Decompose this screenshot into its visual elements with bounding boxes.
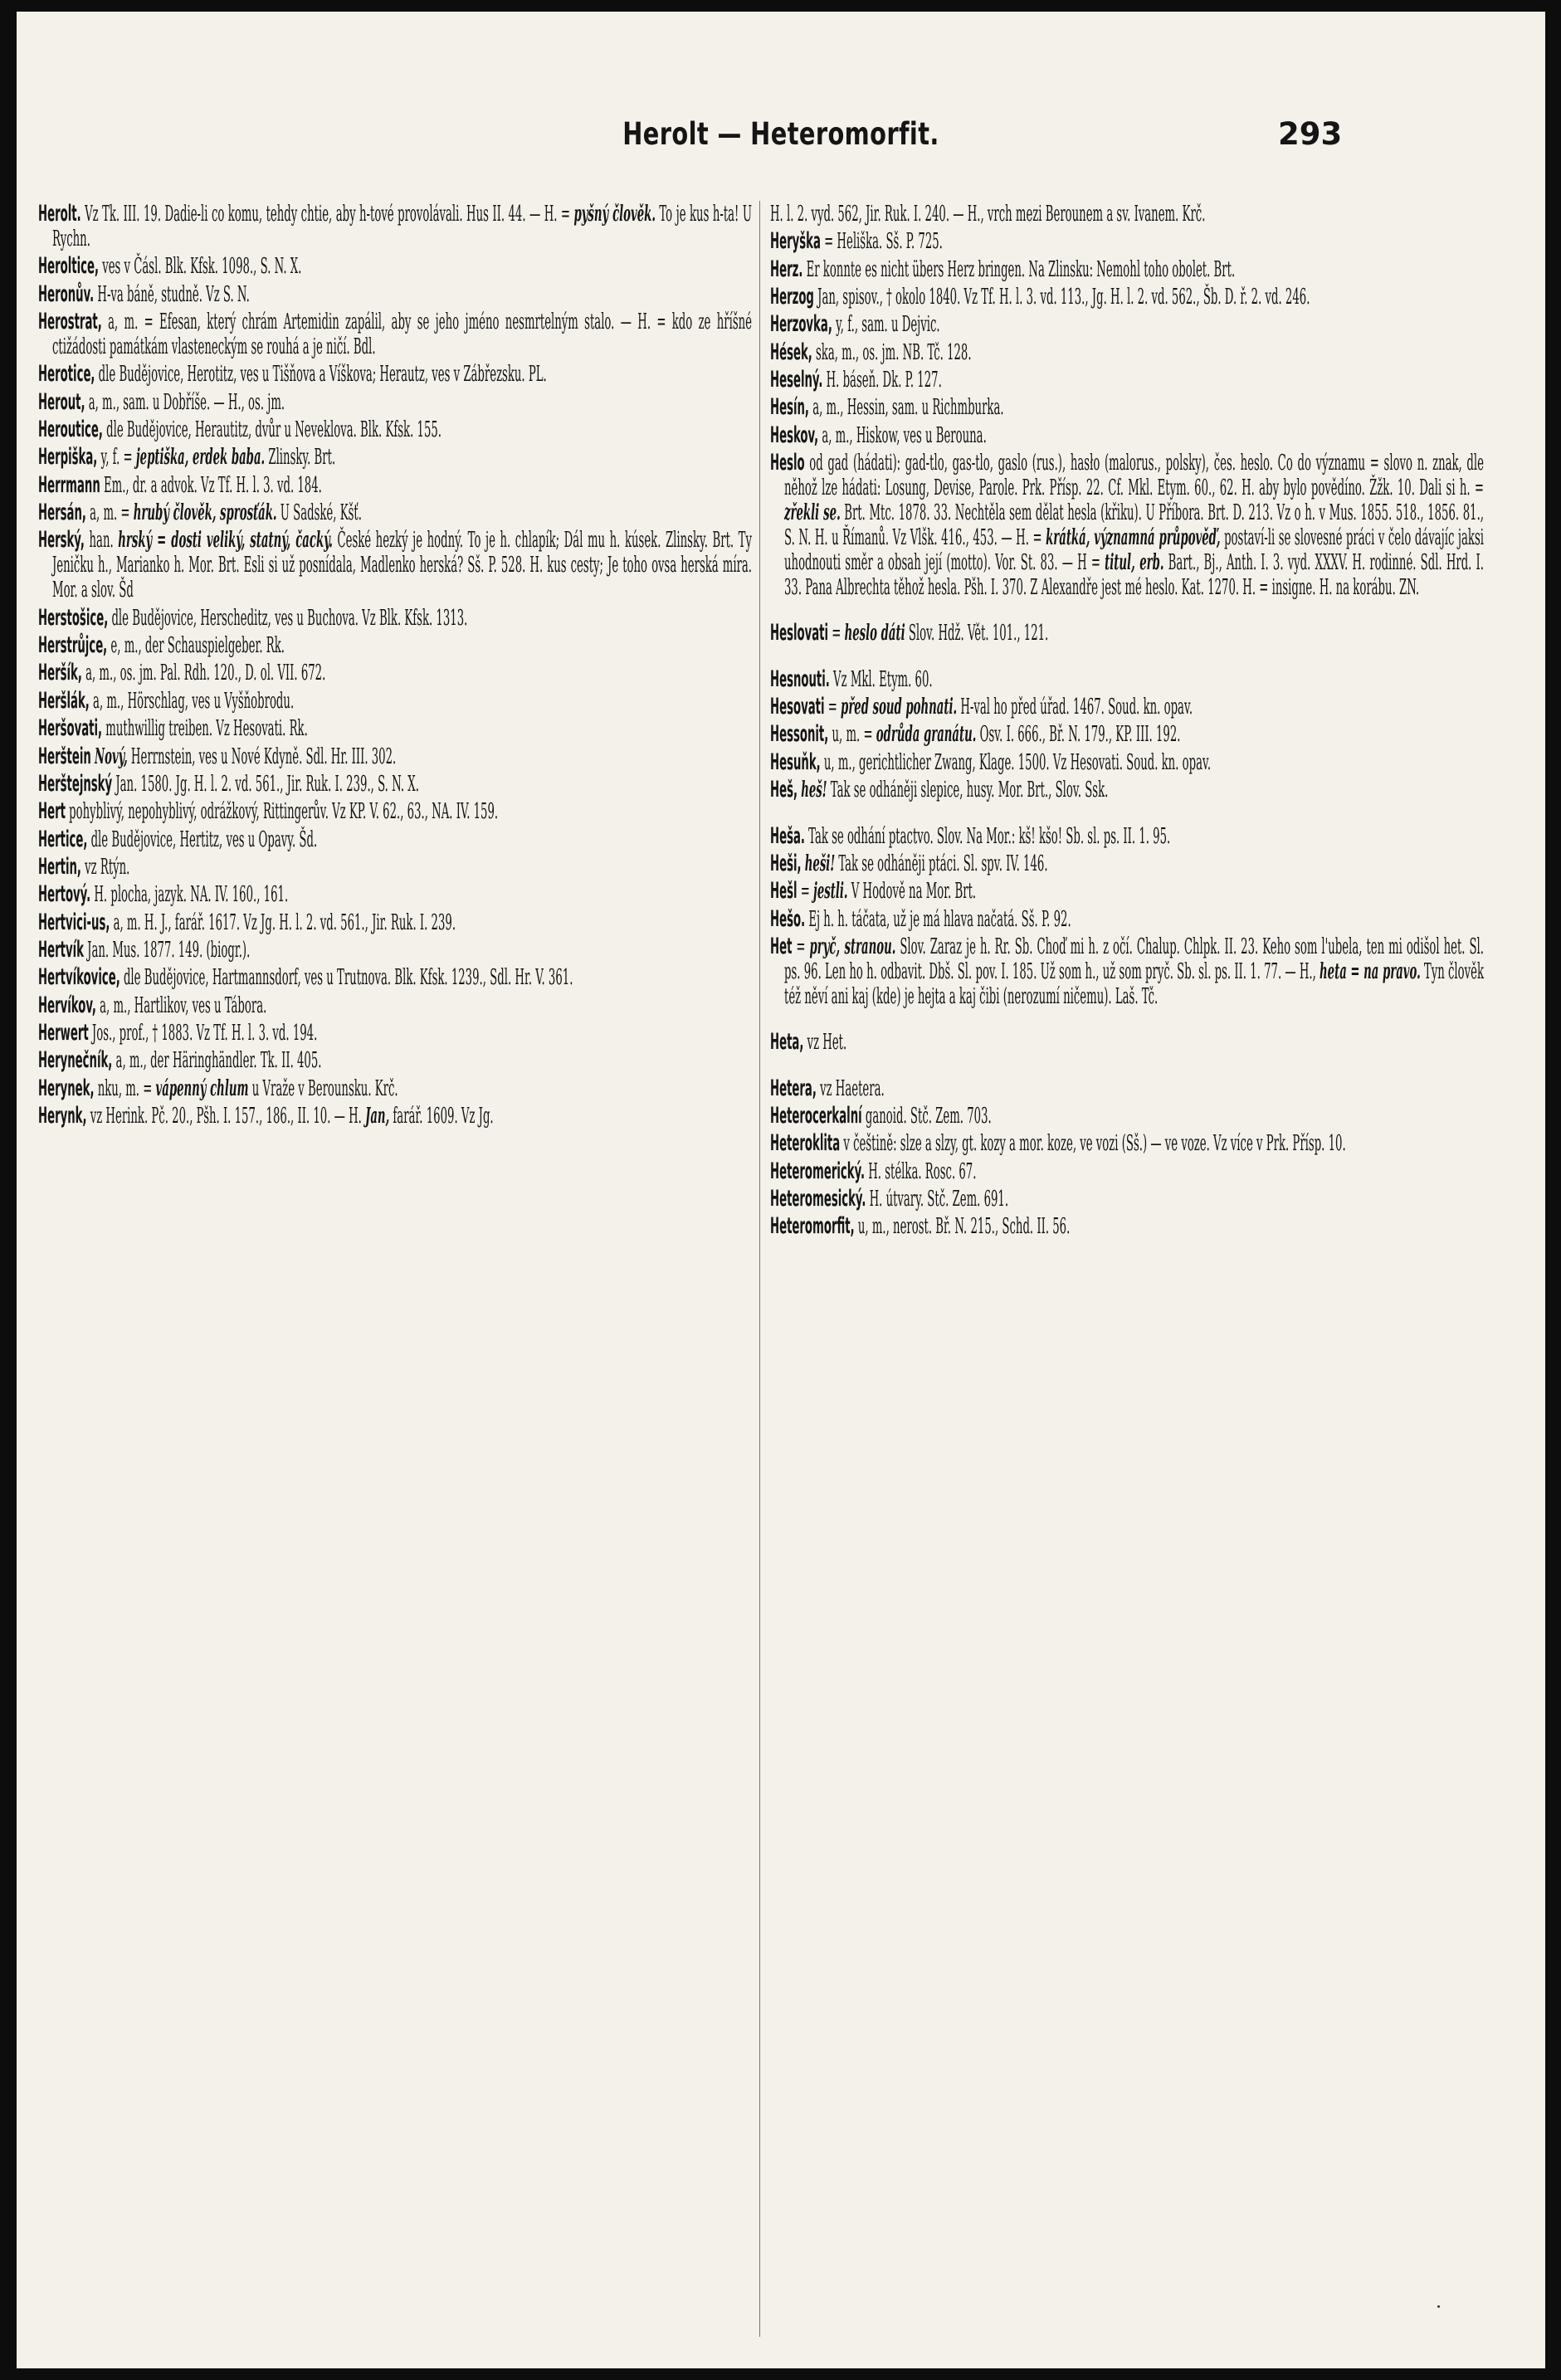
dictionary-entry [770,750,1484,775]
entry-text: ves v Čásl. Blk. Kfsk. 1098., S. N. X. [99,253,302,280]
entry-text: Bart., Bj., Anth. I. 3. vyd. XXXV. H. rodinné. Sdl. Hrd. I. 33. Pana Albrechta těhož hesla. Pšh. I. 370. Z Alexandře jest mé heslo. Kat. 1270. H. = insigne. H. na korábu. ZN. [784,549,1484,601]
entry-text: vz Haetera. [816,1075,885,1101]
entry-text: a, m., os. jm. Pal. Rdh. 120., D. ol. VII. 672. [81,660,326,686]
entry-text: Ej h. h. táčata, už je má hlava načatá. Sš. P. 92. [805,905,1071,932]
entry-text: han. [84,527,119,554]
entry-text: Zlinsky. Brt. [265,444,336,471]
entry-text: dle Budějovice, Hartmannsdorf, ves u Trutnova. Blk. Kfsk. 1239., Sdl. Hr. V. 361. [120,964,573,991]
entry-headword: Herrmann [38,471,100,498]
entry-text: H-val ho před úřad. 1467. Soud. kn. opav. [957,694,1193,720]
entry-text: postaví-li se slovesné práci v čelo dávajíc jaksi uhodnouti směr a obsah její (motto). Vor. St. 83. — H = [784,524,1485,576]
entry-italic: pyšný člověk. [573,201,656,227]
entry-text: = [824,694,841,720]
entry-text: dle Budějovice, Herautitz, dvůr u Neveklova. Blk. Kfsk. 155. [102,417,442,443]
entry-italic: hrský = dosti veliký, statný, čacký. [118,527,333,554]
column-divider [759,201,760,2337]
dictionary-entry [770,340,1484,365]
dictionary-entry [38,1076,752,1101]
entry-headword: Hesnouti. [770,666,830,692]
entry-text: a, m., der Häringhändler. Tk. II. 405. [112,1047,322,1074]
dictionary-entry [770,1187,1484,1212]
dictionary-entry [38,938,752,963]
entry-headword: Heselný. [770,367,823,393]
entry-text: H. l. 2. vyd. 562, Jir. Ruk. I. 240. — H., vrch mezi Berounem a sv. Ivanem. Krč. [770,201,1206,227]
dictionary-entry [770,907,1484,932]
entry-text: vz Herink. Pč. 20., Pšh. I. 157., 186., II. 10. — H. [86,1102,366,1129]
entry-text: = [828,620,845,646]
entry-text: pohyblivý, nepohyblivý, odrážkový, Rittingerův. Vz KP. V. 62., 63., NA. IV. 159. [65,798,499,825]
entry-gap [770,806,1484,824]
entry-headword: Het [770,933,793,959]
entry-italic: titul, erb. [1105,549,1164,576]
entry-text: Vz Mkl. Etym. 60. [829,666,933,692]
dictionary-entry [770,1131,1484,1156]
dictionary-entry [770,1214,1484,1239]
entry-headword: Heskov, [770,422,819,448]
entry-italic: heš! [801,777,827,803]
entry-text: u, m., nerost. Bř. N. 215., Schd. II. 56. [854,1213,1071,1240]
entry-italic: pryč, stranou. [809,933,896,959]
entry-text: Slov. Hdž. Vět. 101., 121. [905,620,1049,646]
entry-headword: Heršlák, [38,687,90,714]
entry-text: Jan. Mus. 1877. 149. (biogr.). [83,936,251,963]
right-column [770,202,1484,1242]
dictionary-entry [770,934,1484,1009]
dictionary-entry [38,606,752,631]
entry-headword: Heteroklita [770,1130,841,1157]
entry-headword: Herstrůjce, [38,632,108,659]
entry-text: Herrnstein, ves u Nové Kdyně. Sdl. Hr. III. 302. [127,743,397,769]
dictionary-entry [770,395,1484,420]
entry-text: H. stélka. Rosc. 67. [865,1158,977,1184]
entry-text: od gad (hádati): gad-tlo, gas-tlo, gaslo (rus.), hasło (malorus., polsky), čes. heslo. Co do významu = slovo n. znak, dle něhož lze hádati: Losung, Devise, Parole. Prk. Přísp. 22. Cf. Mkl. Etym. 60., 62. H. aby bylo povědíno. Žžk. 10. Dali si h. = [784,450,1484,501]
entry-italic: vápenný chlum [155,1075,249,1101]
entry-text: u, m., gerichtlicher Zwang, Klage. 1500. Vz Hesovati. Soud. kn. opav. [820,749,1212,775]
dictionary-entry [770,722,1484,747]
entry-headword: Heršík, [38,660,82,686]
entry-text: = [797,878,814,905]
entry-headword: Herský, [38,527,85,554]
dictionary-entry [770,621,1484,646]
entry-headword: Hessonit, [770,721,829,748]
entry-text: U Sadské, Kšť. [276,500,362,526]
entry-italic: heslo dáti [844,620,905,646]
entry-italic: hrubý člověk, sprosťák. [133,500,277,526]
dictionary-entry [770,879,1484,904]
entry-headword: Heroutice, [38,417,103,443]
entry-headword: Heslo [770,450,805,476]
entry-headword: Heslovati [770,620,829,646]
dictionary-entry [38,282,752,307]
entry-gap [770,1058,1484,1076]
entry-text: Em., dr. a advok. Vz Tf. H. l. 3. vd. 184. [100,471,322,498]
entry-text: dle Budějovice, Hertitz, ves u Opavy. Šd. [87,826,318,852]
entry-text: vz Rtýn. [80,853,130,880]
entry-gap [770,649,1484,667]
entry-text: Vz Tk. III. 19. Dadie-li co komu, tehdy chtie, aby h-tové provolávali. Hus II. 44. — H. = [80,201,574,227]
entry-headword: Hetera, [770,1075,817,1101]
dictionary-entry [770,824,1484,849]
dictionary-entry [38,772,752,797]
entry-text: a, m., Hörschlag, ves u Vyšňobrodu. [89,687,295,714]
entry-text: To je kus h-ta! U Rychn. [52,201,752,251]
entry-text: u Vraže v Berounsku. Krč. [248,1075,398,1101]
entry-headword: Heteromerický. [770,1158,866,1184]
entry-headword: Herynek, [38,1075,95,1101]
entry-headword: Herštein [38,743,91,769]
entry-headword: Heteromesický. [770,1185,866,1212]
dictionary-entry [770,423,1484,448]
entry-text: = [792,933,810,959]
entry-headword: Heši, [770,850,802,876]
dictionary-entry [770,667,1484,692]
dictionary-entry [38,910,752,935]
dictionary-entry [770,695,1484,719]
entry-text: H. plocha, jazyk. NA. IV. 160., 161. [90,881,289,908]
entry-text: u, m. = [828,721,876,748]
entry-headword: Hertvici-us, [38,909,110,935]
entry-headword: Herzog [770,284,814,310]
running-head: Herolt — Heteromorfit. [622,116,939,152]
entry-headword: Hertvík [38,936,84,963]
entry-text: farář. 1609. Vz Jg. [389,1102,494,1129]
dictionary-entry [770,229,1484,254]
entry-headword: Hesín, [770,394,809,421]
entry-text: Tak se odháněji slepice, husy. Mor. Brt., Slov. Ssk. [827,777,1109,803]
entry-headword: Heryška [770,228,821,255]
entry-text: = Heliška. Sš. P. 725. [820,228,943,255]
dictionary-entry [38,799,752,824]
dictionary-entry [38,716,752,741]
entry-text: a, m., Hiskow, ves u Berouna. [818,422,987,448]
entry-headword: Herpiška, [38,444,98,471]
entry-italic: krátká, významná průpověď, [1046,524,1221,551]
entry-text: Tak se odháněji ptáci. Sl. spv. IV. 146. [835,850,1048,876]
entry-headword: Hešo. [770,905,806,932]
entry-headword: Hések, [770,339,812,365]
entry-text: Jan. 1580. Jg. H. l. 2. vd. 561., Jir. Ruk. I. 239., S. N. X. [112,770,419,797]
entry-text: Jos., prof., † 1883. Vz Tf. H. l. 3. vd. 194. [88,1019,318,1046]
dictionary-entry [770,285,1484,310]
entry-text: Brt. Mtc. 1878. 33. Nechtěla sem dělat hesla (křiku). U Příbora. Brt. D. 213. Vz o h. v Mus. 1855. 518., 1856. 81., S. N. H. u Římanů. Vz Vlšk. 416., 453. — H. = [784,500,1484,551]
entry-headword: Herolt. [38,201,81,227]
entry-gap [770,1012,1484,1030]
dictionary-entry [770,1104,1484,1129]
entry-headword: Heroltice, [38,253,100,280]
entry-headword: Herzovka, [770,311,832,338]
entry-gap [770,602,1484,621]
dictionary-entry [38,744,752,769]
entry-headword: Heš, [770,777,798,803]
entry-headword: Hesovati [770,694,825,720]
dictionary-entry [38,965,752,990]
entry-text: e, m., der Schauspielgeber. Rk. [107,632,285,659]
entry-headword: Herotice, [38,361,95,388]
entry-italic: jestli. [813,878,848,905]
dictionary-entry [38,855,752,880]
entry-headword: Herstošice, [38,604,109,631]
entry-text: Jan, spisov., † okolo 1840. Vz Tf. H. l. 3. vd. 113., Jg. H. l. 2. vd. 562., Šb. D. ř. 2. vd. 246. [813,284,1310,310]
entry-text: muthwillig treiben. Vz Hesovati. Rk. [102,715,308,742]
entry-headword: Herout, [38,388,85,415]
entry-headword: Heteromorfit, [770,1213,855,1240]
entry-headword: Herz. [770,256,803,282]
dictionary-entry [38,310,752,359]
entry-italic: heši! [804,850,836,876]
dictionary-entry [38,993,752,1018]
entry-headword: Heršovati, [38,715,103,742]
dictionary-entry [38,417,752,442]
entry-text: a, m. = Efesan, který chrám Artemidin zapálil, aby se jeho jméno nesmrtelným stalo. — H. = kdo ze hříšné ctižádosti památkám vlasteneckým se rouhá a je ničí. Bdl. [52,309,752,360]
entry-text: a, m., Hartlikov, ves u Tábora. [95,992,267,1018]
entry-headword: Heša. [770,822,805,849]
entry-italic: jeptiška, erdek baba. [135,444,266,471]
entry-headword: Heta, [770,1029,804,1056]
entry-text: a, m., Hessin, sam. u Richmburka. [808,394,1004,421]
entry-text: a, m., sam. u Dobříše. — H., os. jm. [85,388,285,415]
entry-headword: Hesuňk, [770,749,821,775]
entry-text: ska, m., os. jm. NB. Tč. 128. [812,339,972,365]
left-column [38,202,752,1131]
entry-italic: před soud pohnati. [841,694,958,720]
entry-text: a, m. H. J., farář. 1617. Vz Jg. H. l. 2. vd. 561., Jir. Ruk. I. 239. [110,909,456,935]
entry-text: Er konnte es nicht übers Herz bringen. Na Zlinsku: Nemohl toho obolet. Brt. [802,256,1236,282]
dictionary-entry [38,473,752,498]
dictionary-entry [38,500,752,525]
entry-text: ganoid. Stč. Zem. 703. [861,1102,992,1129]
entry-text: H-va báně, studně. Vz S. N. [94,280,250,307]
dictionary-entry [38,633,752,658]
dictionary-entry [770,1076,1484,1101]
dictionary-entry [38,362,752,387]
entry-text: dle Budějovice, Herscheditz, ves u Buchova. Vz Blk. Kfsk. 1313. [108,604,468,631]
dictionary-entry [38,390,752,415]
entry-text: y, f., sam. u Dejvic. [832,311,940,338]
dictionary-page [17,12,1545,2368]
entry-text: v češtině: slze a slzy, gt. kozy a mor. koze, ve vozi (Sš.) — ve voze. Vz více v Prk. Přísp. 10. [840,1130,1346,1157]
entry-text: Tak se odhání ptactvo. Slov. Na Mor.: kš! kšo! Sb. sl. ps. II. 1. 95. [804,822,1171,849]
entry-headword: Hervíkov, [38,992,96,1018]
entry-headword: Herostrat, [38,309,102,335]
entry-headword: Hert [38,798,66,825]
dictionary-entry [770,257,1484,282]
dictionary-entry [770,368,1484,393]
dictionary-entry [770,851,1484,876]
dictionary-entry [38,882,752,907]
entry-text: nku, m. = [94,1075,156,1101]
dictionary-entry [38,827,752,852]
entry-headword: Heronův. [38,280,95,307]
dictionary-entry [38,528,752,602]
entry-text: České hezký je hodný. To je h. chlapík; Dál mu h. kúsek. Zlinsky. Brt. Ty Jeničku h., Marianko h. Mor. Brt. Esli si už posnídala, Madlenko herská? Sš. P. 528. H. kus cesty; Je toho ovsa herská míra. Mor. a slov. Šd [52,527,752,603]
entry-headword: Heterocerkalní [770,1102,862,1129]
dictionary-entry [38,1048,752,1073]
entry-text: y, f. = [97,444,136,471]
dictionary-entry [38,1021,752,1046]
dictionary-entry [38,254,752,279]
entry-text: vz Het. [803,1029,847,1056]
entry-headword: Hertin, [38,853,81,880]
entry-headword: Hertvíkovice, [38,964,120,991]
dictionary-entry [770,778,1484,802]
entry-headword: Herwert [38,1019,89,1046]
entry-headword: Herštejnský [38,770,113,797]
page-number: 293 [1278,116,1343,152]
entry-text: a, m. = [85,500,134,526]
entry-text: Slov. Zaraz je h. Rr. Sb. Choď mi h. z očí. Chalup. Chlpk. II. 23. Keho som l'ubela, ten mi odišol het. Sl. ps. 96. Len ho h. odbavit. Dbš. Sl. pov. I. 185. Už som h., už som pryč. Sb. sl. ps. II. 1. 77. — H., [784,933,1485,984]
dictionary-entry [770,451,1484,600]
entry-text: dle Budějovice, Herotitz, ves u Tišňova a Víškova; Herautz, ves v Zábřezsku. PL. [95,361,547,388]
dictionary-entry [770,202,1484,227]
entry-italic: zřekli se. [784,500,841,526]
entry-headword: Hertový. [38,881,91,908]
entry-italic: Nový, [95,743,128,769]
entry-text: H. útvary. Stč. Zem. 691. [866,1185,1009,1212]
entry-text: V Hodově na Mor. Brt. [847,878,977,905]
dictionary-entry [770,1030,1484,1055]
entry-italic: heta = na pravo. [1320,958,1421,984]
entry-text: H. báseň. Dk. P. 127. [822,367,942,393]
dictionary-entry [38,445,752,470]
print-speck [1437,2305,1440,2308]
dictionary-entry [38,661,752,685]
dictionary-entry [38,689,752,714]
dictionary-entry [38,202,752,251]
entry-italic: odrůda granátu. [876,721,977,748]
dictionary-entry [38,1104,752,1129]
entry-headword: Hersán, [38,500,86,526]
entry-headword: Herynečník, [38,1047,113,1074]
entry-text: Tyn člověk též něví ani kaj (kde) je hejta a kaj čibi (nerozumí ničemu). Laš. Tč. [784,958,1484,1009]
entry-headword: Herynk, [38,1102,87,1129]
entry-italic: Jan, [365,1102,390,1129]
dictionary-entry [770,312,1484,337]
entry-headword: Hešl [770,878,798,905]
entry-text: Osv. I. 666., Bř. N. 179., KP. III. 192. [976,721,1181,748]
dictionary-entry [770,1159,1484,1184]
entry-headword: Hertice, [38,826,88,852]
